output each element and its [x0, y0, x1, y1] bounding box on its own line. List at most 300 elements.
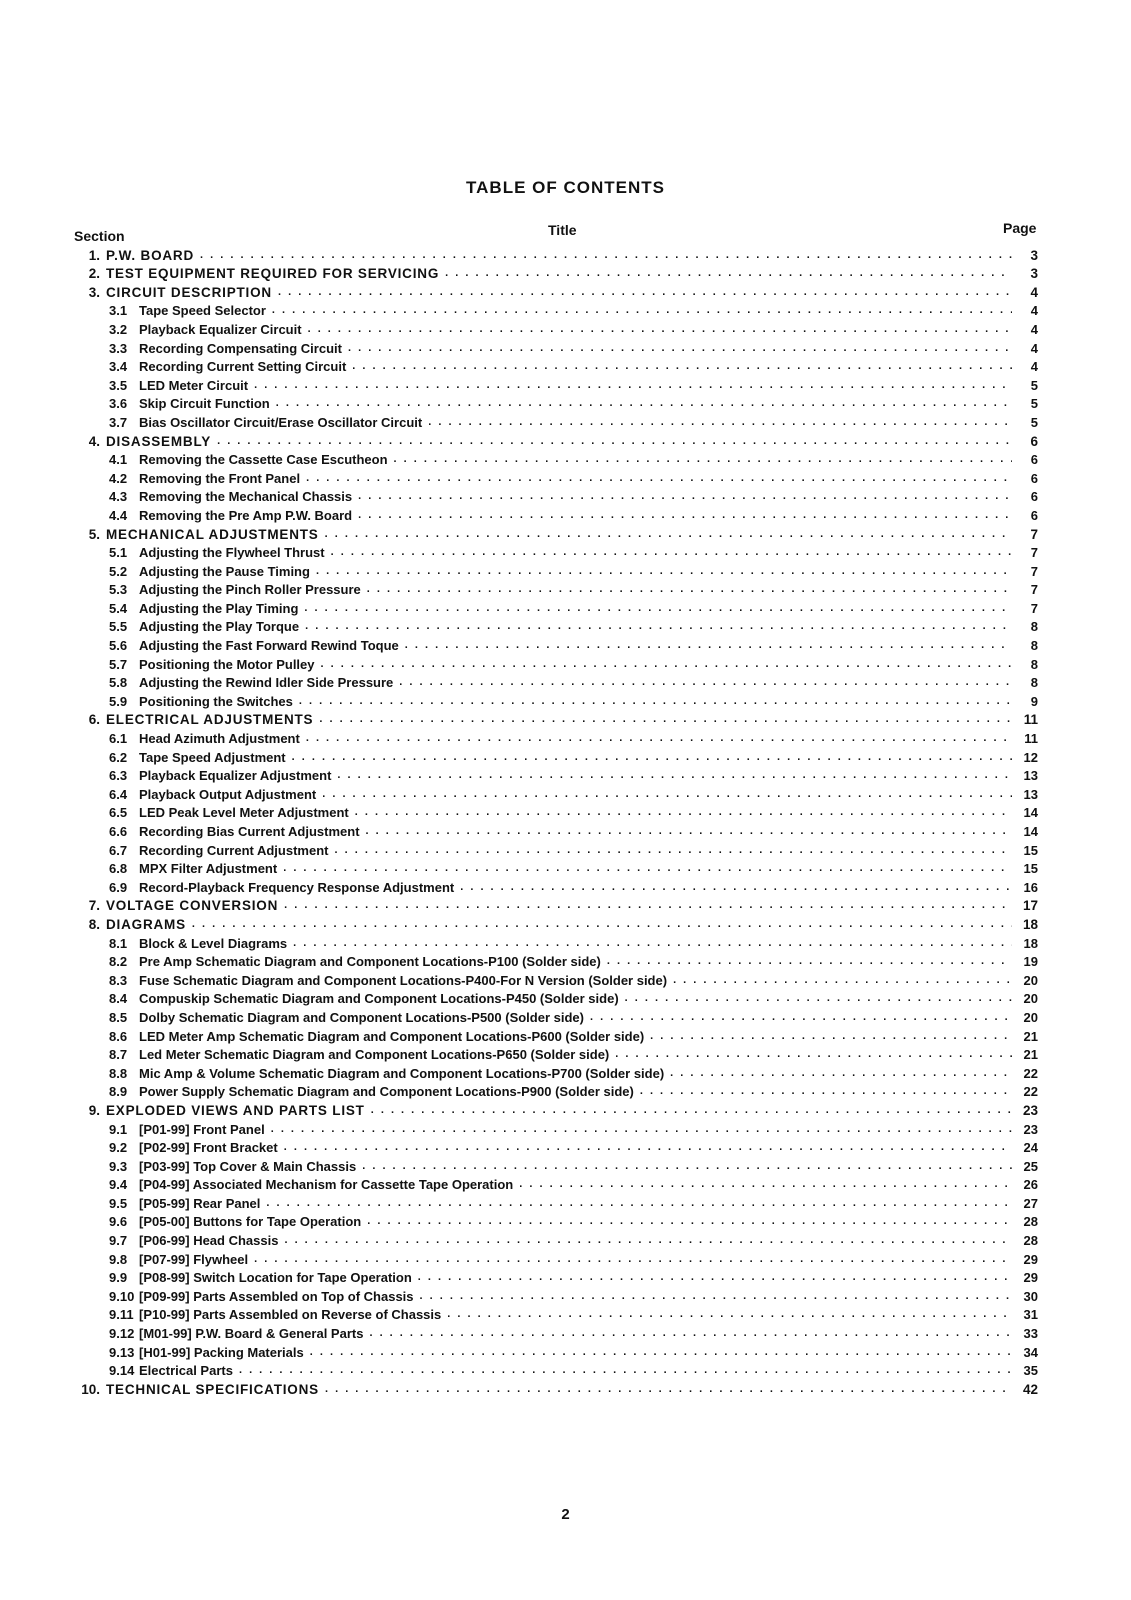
toc-entry-number: 8.4: [109, 991, 128, 1007]
toc-entry-page: 4: [1030, 303, 1038, 319]
toc-entry-number: 3.4: [109, 359, 128, 375]
toc-entry-title: Compuskip Schematic Diagram and Component Locations-P450 (Solder side): [139, 991, 619, 1007]
dot-leader: [334, 843, 1012, 855]
toc-entry: [78, 1267, 1038, 1286]
toc-entry-number: 9.: [88, 1102, 100, 1118]
toc-entry-number: 3.6: [109, 396, 128, 412]
toc-entry-page: 4: [1030, 284, 1038, 300]
toc-entry-number: 3.1: [109, 303, 128, 319]
toc-entry-page: 14: [1023, 805, 1038, 821]
dot-leader: [625, 991, 1012, 1003]
toc-entry-page: 34: [1023, 1344, 1038, 1360]
dot-leader: [304, 601, 1012, 613]
toc-entry-number: 8.1: [109, 935, 128, 951]
toc-entry: [78, 783, 1038, 802]
toc-entry-title: [M01-99] P.W. Board & General Parts: [139, 1326, 364, 1342]
dot-leader: [271, 1122, 1012, 1134]
toc-entry-page: 8: [1030, 638, 1038, 654]
toc-entry-page: 30: [1023, 1288, 1038, 1304]
toc-entry-title: [P07-99] Flywheel: [139, 1251, 249, 1267]
toc-entry-title: ELECTRICAL ADJUSTMENTS: [106, 712, 314, 728]
dot-leader: [278, 285, 1012, 297]
toc-entry: [78, 1341, 1038, 1360]
toc-entry-title: Playback Equalizer Circuit: [139, 321, 302, 337]
toc-entry-page: 42: [1022, 1381, 1038, 1397]
dot-leader: [352, 359, 1012, 371]
toc-entry-title: [P05-00] Buttons for Tape Operation: [139, 1214, 362, 1230]
toc-entry-page: 4: [1030, 321, 1038, 337]
toc-entry: [78, 337, 1038, 356]
toc-entry-title: Recording Bias Current Adjustment: [139, 824, 360, 839]
toc-entry: [78, 988, 1038, 1007]
dot-leader: [355, 805, 1012, 817]
dot-leader: [445, 266, 1012, 278]
toc-entry-page: 7: [1030, 600, 1038, 616]
toc-entry-number: 5.8: [109, 675, 128, 691]
toc-entry-title: MPX Filter Adjustment: [139, 861, 278, 877]
toc-entry-title: MECHANICAL ADJUSTMENTS: [106, 526, 319, 542]
toc-entry-page: 15: [1023, 861, 1038, 877]
toc-entry-title: DISASSEMBLY: [106, 433, 212, 449]
toc-entry: [78, 913, 1038, 932]
toc-entry-page: 8: [1030, 675, 1038, 691]
toc-entry-page: 23: [1022, 1102, 1038, 1118]
toc-entry-number: 6.8: [109, 861, 128, 877]
toc-entry-page: 28: [1023, 1214, 1038, 1230]
toc-entry-page: 27: [1023, 1195, 1038, 1211]
toc-entry-page: 18: [1022, 916, 1038, 932]
toc-entry-number: 4.2: [109, 470, 128, 486]
toc-entry-page: 20: [1023, 991, 1038, 1007]
dot-leader: [337, 768, 1012, 780]
toc-entry-number: 6.4: [109, 786, 128, 802]
toc-entry-page: 15: [1023, 842, 1038, 858]
toc-entry-page: 35: [1023, 1363, 1038, 1379]
toc-entry-title: Electrical Parts: [139, 1363, 233, 1379]
toc-entry-title: Recording Current Adjustment: [139, 842, 329, 858]
toc-entry: [78, 411, 1038, 430]
dot-leader: [358, 508, 1012, 520]
toc-entry: [78, 727, 1038, 746]
toc-entry: [78, 579, 1038, 598]
toc-entry-number: 8.5: [109, 1009, 128, 1025]
dot-leader: [420, 1289, 1012, 1301]
dot-leader: [322, 787, 1012, 799]
toc-list: [78, 244, 1038, 1397]
title-column-header: Title: [548, 222, 577, 238]
dot-leader: [348, 341, 1012, 353]
dot-leader: [276, 396, 1012, 408]
toc-entry-title: Block & Level Diagrams: [139, 935, 288, 951]
dot-leader: [306, 471, 1012, 483]
dot-leader: [640, 1084, 1012, 1096]
toc-entry: [78, 969, 1038, 988]
toc-entry-title: TEST EQUIPMENT REQUIRED FOR SERVICING: [106, 266, 440, 282]
toc-entry-page: 6: [1030, 433, 1038, 449]
toc-entry: [78, 876, 1038, 895]
toc-entry-number: 9.2: [109, 1140, 128, 1156]
toc-entry-title: DIAGRAMS: [106, 916, 186, 932]
toc-entry-page: 8: [1030, 656, 1038, 672]
toc-entry-title: Adjusting the Rewind Idler Side Pressure: [139, 675, 394, 691]
toc-entry: [78, 1248, 1038, 1267]
dot-leader: [217, 434, 1012, 446]
toc-entry-title: Tape Speed Selector: [139, 303, 266, 319]
toc-entry-page: 31: [1023, 1307, 1038, 1323]
toc-entry: [78, 672, 1038, 691]
toc-entry-title: [P05-99] Rear Panel: [139, 1195, 261, 1211]
toc-entry: [78, 1174, 1038, 1193]
toc-entry: [78, 765, 1038, 784]
toc-entry-number: 8.8: [109, 1065, 128, 1081]
toc-entry: [78, 1285, 1038, 1304]
toc-entry-page: 6: [1030, 489, 1038, 505]
dot-leader: [590, 1010, 1012, 1022]
dot-leader: [254, 378, 1012, 390]
toc-entry: [78, 430, 1038, 449]
toc-entry-title: [H01-99] Packing Materials: [139, 1344, 304, 1360]
toc-entry: [78, 504, 1038, 523]
toc-entry-page: 11: [1024, 731, 1038, 747]
toc-entry: [78, 709, 1038, 728]
dot-leader: [272, 303, 1012, 315]
toc-entry-page: 14: [1023, 824, 1038, 839]
toc-entry-number: 9.6: [109, 1214, 128, 1230]
toc-entry-page: 7: [1030, 526, 1038, 542]
toc-entry-number: 9.11: [109, 1307, 134, 1323]
toc-entry: [78, 263, 1038, 282]
toc-entry: [78, 1211, 1038, 1230]
toc-entry-page: 11: [1023, 712, 1038, 728]
toc-entry-page: 6: [1030, 452, 1038, 468]
toc-entry-page: 24: [1023, 1140, 1038, 1156]
dot-leader: [293, 936, 1012, 948]
toc-entry: [78, 374, 1038, 393]
toc-entry-title: VOLTAGE CONVERSION: [106, 898, 279, 914]
toc-entry-number: 6.5: [109, 805, 128, 821]
toc-entry: [78, 356, 1038, 375]
toc-entry-title: Adjusting the Pinch Roller Pressure: [139, 582, 361, 598]
toc-entry: [78, 318, 1038, 337]
toc-entry-title: [P01-99] Front Panel: [139, 1121, 265, 1137]
toc-entry: [78, 634, 1038, 653]
toc-entry-number: 10.: [81, 1381, 100, 1397]
toc-entry: [78, 393, 1038, 412]
toc-entry-number: 5.6: [109, 638, 128, 654]
toc-entry-number: 8.: [88, 916, 100, 932]
dot-leader: [369, 1326, 1012, 1338]
dot-leader: [428, 415, 1012, 427]
toc-entry-title: Playback Equalizer Adjustment: [139, 768, 332, 784]
toc-entry: [78, 616, 1038, 635]
toc-entry-page: 21: [1023, 1047, 1038, 1063]
toc-entry-number: 3.7: [109, 414, 128, 430]
toc-entry-page: 7: [1030, 563, 1038, 579]
toc-entry-title: [P09-99] Parts Assembled on Top of Chassis: [139, 1288, 414, 1304]
toc-entry-page: 17: [1022, 898, 1038, 914]
toc-entry-number: 8.9: [109, 1084, 128, 1100]
toc-entry-page: 28: [1023, 1233, 1038, 1249]
dot-leader: [239, 1363, 1012, 1375]
toc-entry-page: 26: [1023, 1177, 1038, 1193]
toc-entry-page: 29: [1023, 1251, 1038, 1267]
dot-leader: [254, 1252, 1012, 1264]
page-title: TABLE OF CONTENTS: [466, 178, 665, 197]
toc-entry-page: 8: [1030, 619, 1038, 635]
toc-entry-title: LED Peak Level Meter Adjustment: [139, 805, 349, 821]
toc-entry-title: Adjusting the Pause Timing: [139, 563, 310, 579]
toc-entry-title: Power Supply Schematic Diagram and Component Locations-P900 (Solder side): [139, 1084, 634, 1100]
toc-entry: [78, 244, 1038, 263]
section-column-header: Section: [74, 228, 125, 244]
toc-entry-title: TECHNICAL SPECIFICATIONS: [106, 1381, 319, 1397]
toc-entry-title: [P10-99] Parts Assembled on Reverse of Chassis: [139, 1307, 442, 1323]
toc-entry: [78, 1155, 1038, 1174]
toc-entry-page: 5: [1030, 396, 1038, 412]
toc-entry-title: [P04-99] Associated Mechanism for Cassette Tape Operation: [139, 1177, 514, 1193]
toc-entry-page: 25: [1023, 1158, 1038, 1174]
toc-entry: [78, 932, 1038, 951]
toc-entry: [78, 449, 1038, 468]
dot-leader: [371, 1103, 1012, 1115]
toc-entry-title: Led Meter Schematic Diagram and Component Locations-P650 (Solder side): [139, 1047, 610, 1063]
toc-entry-title: Removing the Front Panel: [139, 470, 301, 486]
dot-leader: [519, 1177, 1012, 1189]
toc-entry-title: Removing the Cassette Case Escutheon: [139, 452, 388, 468]
toc-entry: [78, 895, 1038, 914]
dot-leader: [284, 1233, 1012, 1245]
toc-entry-title: Skip Circuit Function: [139, 396, 270, 412]
page-column-header: Page: [1003, 220, 1037, 236]
toc-entry: [78, 1099, 1038, 1118]
toc-entry-page: 5: [1030, 414, 1038, 430]
dot-leader: [284, 898, 1012, 910]
toc-entry: [78, 1378, 1038, 1397]
toc-entry-number: 9.13: [109, 1344, 135, 1360]
dot-leader: [200, 248, 1012, 260]
toc-entry-title: Removing the Mechanical Chassis: [139, 489, 353, 505]
toc-entry-number: 4.1: [109, 452, 128, 468]
toc-entry-title: LED Meter Amp Schematic Diagram and Component Locations-P600 (Solder side): [139, 1028, 645, 1044]
dot-leader: [366, 824, 1012, 836]
toc-entry-title: Adjusting the Play Timing: [139, 600, 299, 616]
toc-entry: [78, 839, 1038, 858]
toc-entry: [78, 1229, 1038, 1248]
toc-entry: [78, 467, 1038, 486]
toc-entry-page: 20: [1023, 1009, 1038, 1025]
toc-entry-title: [P06-99] Head Chassis: [139, 1233, 279, 1249]
toc-entry-title: [P08-99] Switch Location for Tape Operation: [139, 1270, 412, 1286]
dot-leader: [266, 1196, 1012, 1208]
dot-leader: [192, 917, 1012, 929]
dot-leader: [607, 954, 1012, 966]
dot-leader: [305, 619, 1012, 631]
toc-entry: [78, 690, 1038, 709]
toc-entry-title: Fuse Schematic Diagram and Component Locations-P400-For N Version (Solder side): [139, 972, 668, 988]
dot-leader: [358, 489, 1012, 501]
toc-entry-number: 3.2: [109, 321, 128, 337]
toc-entry-title: Record-Playback Frequency Response Adjustment: [139, 879, 455, 895]
toc-entry-title: Removing the Pre Amp P.W. Board: [139, 507, 353, 523]
dot-leader: [399, 675, 1012, 687]
toc-entry-number: 6.: [88, 712, 100, 728]
toc-entry: [78, 1081, 1038, 1100]
toc-entry-number: 9.3: [109, 1158, 128, 1174]
toc-entry: [78, 820, 1038, 839]
toc-entry-page: 18: [1023, 935, 1038, 951]
dot-leader: [670, 1066, 1012, 1078]
toc-entry-number: 6.6: [109, 824, 128, 839]
dot-leader: [325, 527, 1012, 539]
toc-entry-number: 6.3: [109, 768, 128, 784]
toc-entry-title: Pre Amp Schematic Diagram and Component Locations-P100 (Solder side): [139, 954, 601, 970]
toc-entry-number: 3.3: [109, 340, 128, 356]
toc-entry-number: 4.4: [109, 507, 128, 523]
toc-entry-number: 8.6: [109, 1028, 128, 1044]
toc-entry-title: Playback Output Adjustment: [139, 786, 317, 802]
toc-entry: [78, 858, 1038, 877]
toc-entry-page: 16: [1023, 879, 1038, 895]
toc-entry-page: 4: [1030, 359, 1038, 375]
dot-leader: [321, 657, 1013, 669]
toc-entry-title: EXPLODED VIEWS AND PARTS LIST: [106, 1102, 365, 1118]
toc-entry-number: 5.2: [109, 563, 128, 579]
toc-entry: [78, 281, 1038, 300]
toc-entry-page: 6: [1030, 470, 1038, 486]
toc-entry-title: Adjusting the Fast Forward Rewind Toque: [139, 638, 399, 654]
toc-entry-number: 2.: [88, 266, 100, 282]
toc-entry: [78, 1192, 1038, 1211]
dot-leader: [405, 638, 1012, 650]
dot-leader: [447, 1307, 1012, 1319]
dot-leader: [316, 564, 1012, 576]
toc-entry-page: 23: [1023, 1121, 1038, 1137]
toc-entry-number: 5.: [88, 526, 100, 542]
toc-entry: [78, 951, 1038, 970]
toc-entry-page: 22: [1023, 1065, 1038, 1081]
toc-entry: [78, 486, 1038, 505]
toc-entry-number: 9.7: [109, 1233, 128, 1249]
toc-entry-number: 1.: [88, 247, 100, 263]
toc-entry: [78, 802, 1038, 821]
toc-entry-page: 9: [1030, 693, 1038, 709]
dot-leader: [319, 712, 1012, 724]
toc-entry-title: Tape Speed Adjustment: [139, 749, 286, 765]
toc-entry-number: 9.9: [109, 1270, 128, 1286]
toc-entry-number: 9.14: [109, 1363, 135, 1379]
toc-entry-page: 7: [1030, 582, 1038, 598]
toc-entry: [78, 523, 1038, 542]
dot-leader: [310, 1345, 1012, 1357]
toc-entry-number: 8.3: [109, 972, 128, 988]
toc-entry-page: 3: [1030, 266, 1038, 282]
toc-entry-page: 4: [1030, 340, 1038, 356]
toc-entry-page: 7: [1030, 545, 1038, 561]
toc-entry: [78, 746, 1038, 765]
toc-entry-title: CIRCUIT DESCRIPTION: [106, 284, 272, 300]
toc-entry-title: Bias Oscillator Circuit/Erase Oscillator Circuit: [139, 414, 423, 430]
dot-leader: [367, 1214, 1012, 1226]
toc-entry: [78, 542, 1038, 561]
toc-entry-page: 33: [1023, 1326, 1038, 1342]
toc-entry: [78, 1322, 1038, 1341]
toc-entry-page: 20: [1023, 972, 1038, 988]
toc-entry-page: 29: [1023, 1270, 1038, 1286]
toc-entry-number: 9.5: [109, 1195, 128, 1211]
toc-entry-title: Adjusting the Flywheel Thrust: [139, 545, 325, 561]
toc-entry-page: 13: [1023, 786, 1038, 802]
toc-entry-number: 5.5: [109, 619, 128, 635]
dot-leader: [306, 731, 1012, 743]
toc-entry-number: 5.4: [109, 600, 128, 616]
toc-entry-number: 7.: [88, 898, 100, 914]
toc-entry-page: 13: [1023, 768, 1038, 784]
toc-entry-number: 5.1: [109, 545, 128, 561]
toc-entry: [78, 300, 1038, 319]
toc-entry-title: [P02-99] Front Bracket: [139, 1140, 278, 1156]
toc-entry-number: 5.3: [109, 582, 128, 598]
toc-entry-number: 9.1: [109, 1121, 128, 1137]
toc-entry-title: Positioning the Motor Pulley: [139, 656, 315, 672]
toc-entry-title: Dolby Schematic Diagram and Component Locations-P500 (Solder side): [139, 1009, 584, 1025]
toc-entry-title: Recording Current Setting Circuit: [139, 359, 347, 375]
toc-entry-number: 4.: [88, 433, 100, 449]
toc-entry-number: 8.2: [109, 954, 128, 970]
toc-entry-number: 9.12: [109, 1326, 135, 1342]
toc-entry: [78, 1025, 1038, 1044]
dot-leader: [325, 1382, 1012, 1394]
dot-leader: [615, 1047, 1012, 1059]
toc-entry-title: Positioning the Switches: [139, 693, 293, 709]
toc-entry: [78, 1304, 1038, 1323]
toc-entry: [78, 1360, 1038, 1379]
dot-leader: [292, 750, 1012, 762]
toc-entry-number: 9.10: [109, 1288, 135, 1304]
dot-leader: [394, 452, 1012, 464]
page-number: 2: [561, 1506, 570, 1523]
toc-entry-title: LED Meter Circuit: [139, 377, 249, 393]
dot-leader: [673, 973, 1012, 985]
toc-entry-number: 6.7: [109, 842, 128, 858]
dot-leader: [367, 582, 1012, 594]
toc-entry-number: 3.5: [109, 377, 128, 393]
toc-entry-page: 12: [1023, 749, 1038, 765]
toc-entry: [78, 597, 1038, 616]
dot-leader: [308, 322, 1012, 334]
toc-entry-title: P.W. BOARD: [106, 247, 195, 263]
toc-entry-title: Mic Amp & Volume Schematic Diagram and Component Locations-P700 (Solder side): [139, 1065, 665, 1081]
toc-entry-page: 21: [1023, 1028, 1038, 1044]
toc-entry-number: 9.4: [109, 1177, 128, 1193]
dot-leader: [284, 1140, 1012, 1152]
toc-entry-number: 5.9: [109, 693, 128, 709]
dot-leader: [362, 1159, 1012, 1171]
toc-entry-number: 4.3: [109, 489, 128, 505]
toc-entry: [78, 1118, 1038, 1137]
toc-entry-number: 3.: [88, 284, 100, 300]
toc-entry-title: Adjusting the Play Torque: [139, 619, 300, 635]
toc-entry-page: 5: [1030, 377, 1038, 393]
toc-entry-title: Head Azimuth Adjustment: [139, 731, 300, 747]
toc-entry: [78, 1044, 1038, 1063]
toc-entry: [78, 1006, 1038, 1025]
dot-leader: [331, 545, 1012, 557]
toc-entry-page: 22: [1023, 1084, 1038, 1100]
toc-entry-number: 6.1: [109, 731, 128, 747]
toc-entry-number: 9.8: [109, 1251, 128, 1267]
toc-entry-title: Recording Compensating Circuit: [139, 340, 342, 356]
toc-entry-title: [P03-99] Top Cover & Main Chassis: [139, 1158, 357, 1174]
